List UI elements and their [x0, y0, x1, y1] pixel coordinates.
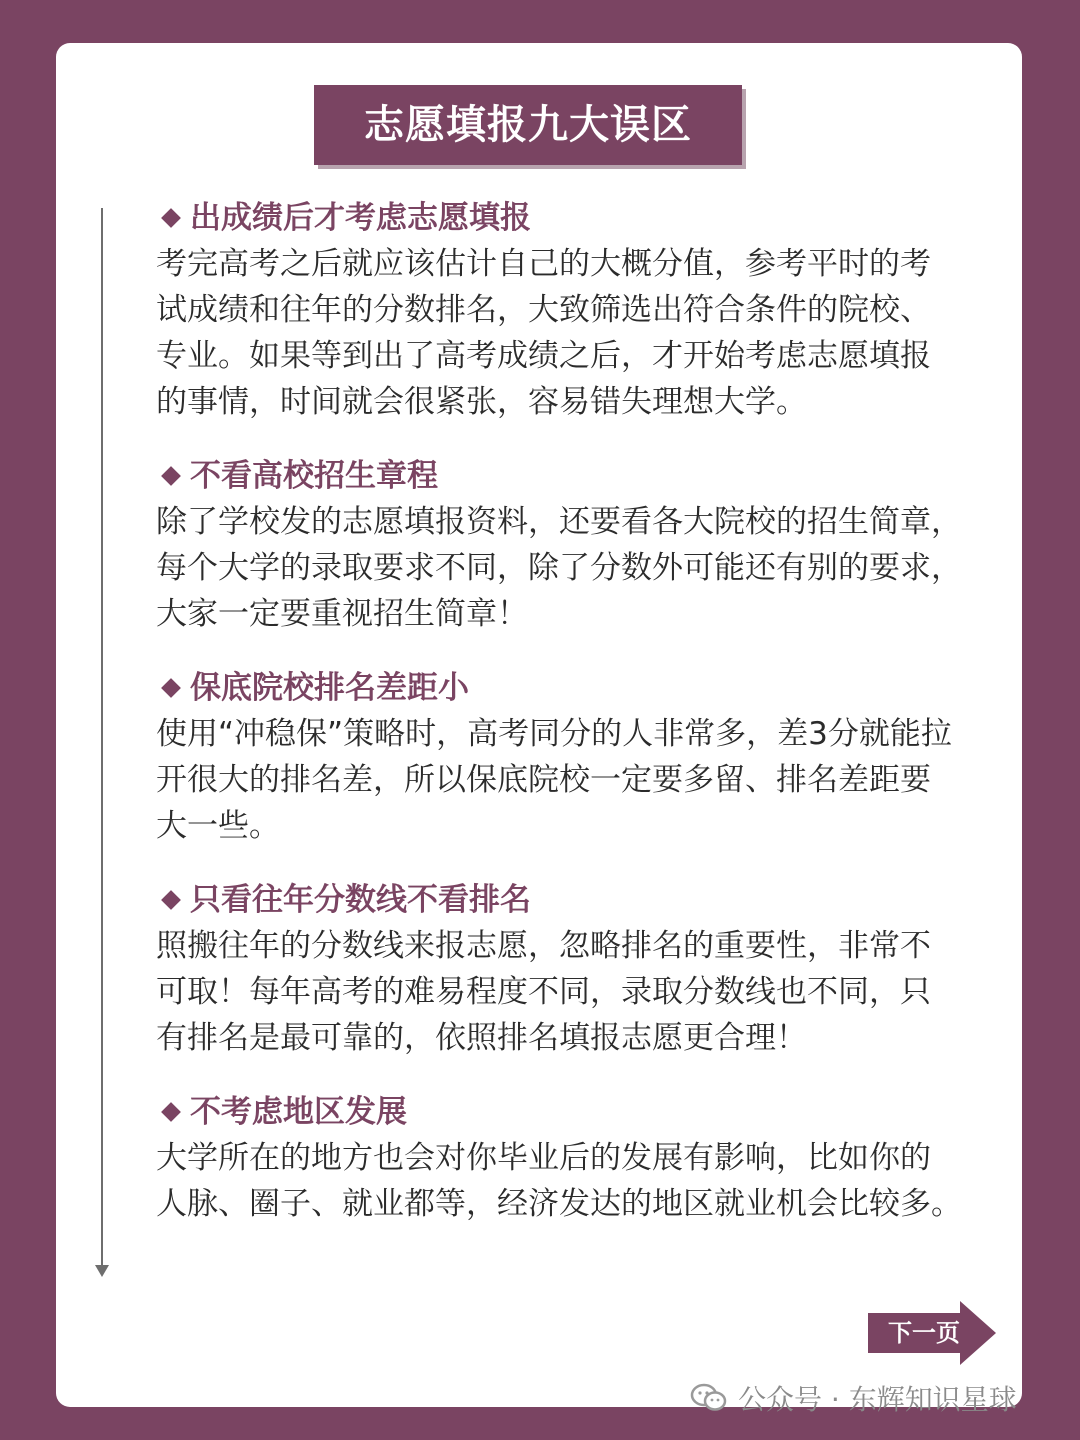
section-3 [156, 665, 986, 849]
diamond-icon [161, 890, 181, 910]
diamond-icon [161, 678, 181, 698]
watermark-text: 公众号 · 东辉知识星球 [738, 1383, 1017, 1416]
section-body: 使用“冲稳保”策略时，高考同分的人非常多，差3分就能拉 开很大的排名差，所以保底院校一定要多留、排名差距要 大一些。 [156, 716, 952, 844]
section-5 [156, 1089, 986, 1227]
content-card [56, 43, 1022, 1407]
sections-list [156, 195, 986, 1255]
section-heading [156, 195, 986, 241]
section-2 [156, 453, 986, 637]
next-page-label: 下一页 [888, 1319, 960, 1347]
watermark [690, 1378, 1017, 1418]
timeline-line [101, 208, 103, 1268]
title-banner [314, 85, 742, 165]
section-heading [156, 453, 986, 499]
section-heading-text: 出成绩后才考虑志愿填报 [190, 200, 531, 236]
section-body: 除了学校发的志愿填报资料，还要看各大院校的招生简章， 每个大学的录取要求不同，除了分数外可能还有别的要求， 大家一定要重视招生简章！ [156, 504, 962, 632]
section-heading [156, 877, 986, 923]
arrow-down-icon [95, 1265, 109, 1277]
diamond-icon [161, 1102, 181, 1122]
diamond-icon [161, 466, 181, 486]
section-heading-text: 只看往年分数线不看排名 [190, 882, 531, 918]
section-heading-text: 不看高校招生章程 [190, 458, 438, 494]
section-heading-text: 保底院校排名差距小 [190, 670, 469, 706]
section-heading-text: 不考虑地区发展 [190, 1094, 407, 1130]
section-4 [156, 877, 986, 1061]
diamond-icon [161, 208, 181, 228]
section-heading [156, 665, 986, 711]
next-page-button[interactable] [868, 1301, 996, 1365]
section-heading [156, 1089, 986, 1135]
page-title: 志愿填报九大误区 [314, 85, 742, 165]
section-body: 照搬往年的分数线来报志愿，忽略排名的重要性，非常不 可取！每年高考的难易程度不同，录取分数线也不同，只 有排名是最可靠的，依照排名填报志愿更合理！ [156, 928, 931, 1056]
section-body: 考完高考之后就应该估计自己的大概分值，参考平时的考 试成绩和往年的分数排名，大致筛选出符合条件的院校、 专业。如果等到出了高考成绩之后，才开始考虑志愿填报 的事情，时间就会很紧张，容易错失理想大学。 [156, 246, 931, 420]
section-1 [156, 195, 986, 425]
wechat-icon [690, 1383, 728, 1413]
section-body: 大学所在的地方也会对你毕业后的发展有影响，比如你的 人脉、圈子、就业都等，经济发达的地区就业机会比较多。 [156, 1140, 962, 1222]
